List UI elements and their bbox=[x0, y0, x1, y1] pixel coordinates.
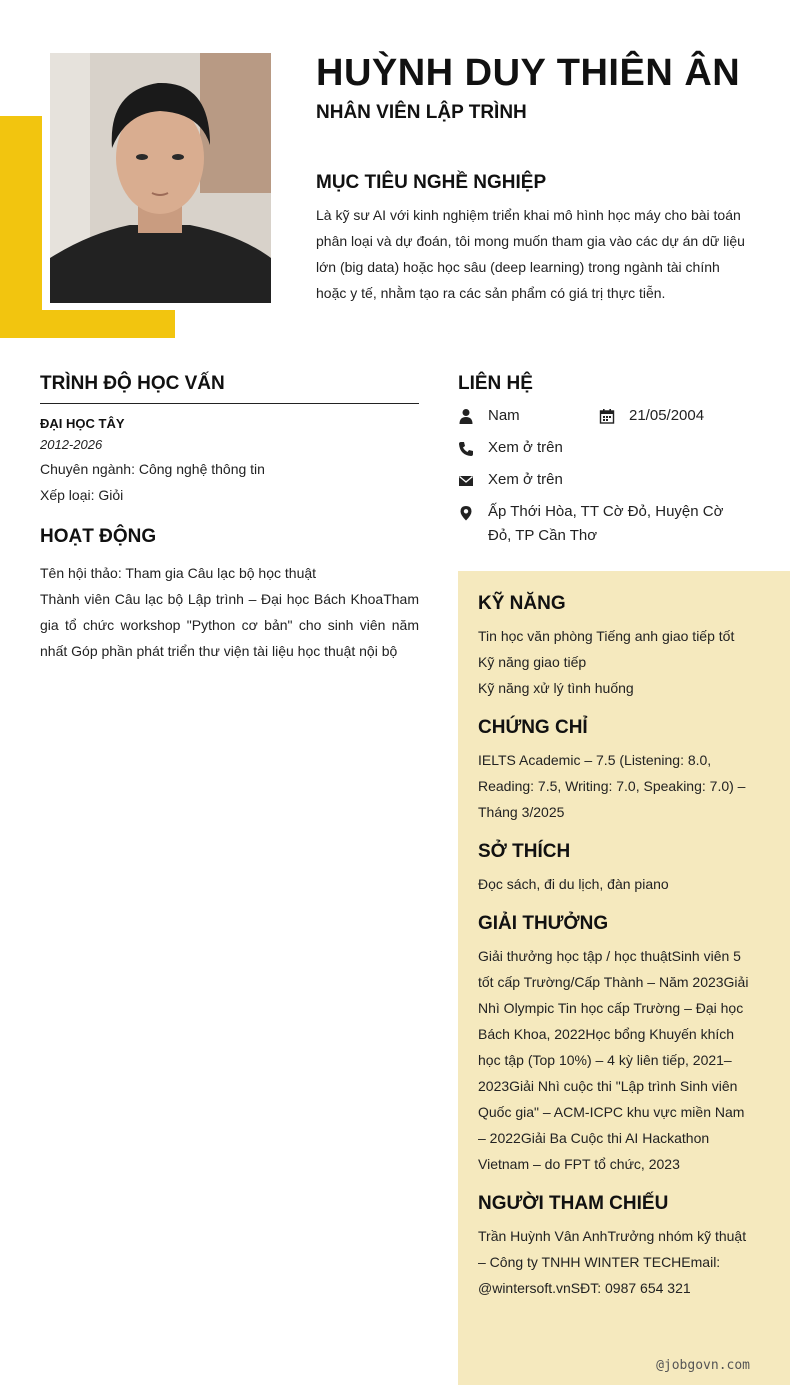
education-major: Chuyên ngành: Công nghệ thông tin bbox=[40, 461, 265, 477]
gender-value: Nam bbox=[488, 407, 520, 424]
education-years: 2012-2026 bbox=[40, 437, 103, 452]
left-column bbox=[40, 373, 419, 664]
references-section bbox=[478, 1193, 750, 1301]
list-item: Tin học văn phòng Tiếng anh giao tiếp tốt bbox=[478, 628, 735, 644]
certificates-heading: CHỨNG CHỈ bbox=[478, 717, 588, 738]
birthday-value: 21/05/2004 bbox=[629, 407, 705, 424]
phone-value[interactable]: Xem ở trên bbox=[488, 439, 563, 456]
list-item: Kỹ năng xử lý tình huống bbox=[478, 680, 634, 696]
address-value: Ấp Thới Hòa, TT Cờ Đỏ, Huyện Cờ Đỏ, TP Cần Thơ bbox=[488, 503, 724, 544]
list-item: Tên hội thảo: Tham gia Câu lạc bộ học thuật bbox=[40, 565, 317, 581]
phone-icon bbox=[458, 441, 474, 457]
hobbies-section bbox=[478, 841, 750, 897]
list-item: Kỹ năng giao tiếp bbox=[478, 654, 587, 670]
full-name: HUỲNH DUY THIÊN ÂN bbox=[316, 52, 741, 94]
education-grade: Xếp loại: Giỏi bbox=[40, 487, 124, 503]
calendar-icon bbox=[599, 408, 615, 424]
email-icon bbox=[458, 473, 474, 489]
education-heading: TRÌNH ĐỘ HỌC VẤN bbox=[40, 373, 419, 404]
references-text: Trần Huỳnh Vân AnhTrưởng nhóm kỹ thuật – Công ty TNHH WINTER TECHEmail: @wintersoft.vnSĐT: 0987 654 321 bbox=[478, 1228, 747, 1296]
email-value[interactable]: Xem ở trên bbox=[488, 471, 563, 488]
certificates-text: IELTS Academic – 7.5 (Listening: 8.0, Reading: 7.5, Writing: 7.0, Speaking: 7.0) – Tháng 3/2025 bbox=[478, 752, 746, 820]
awards-text: Giải thưởng học tập / học thuậtSinh viên 5 tốt cấp Trường/Cấp Thành – Năm 2023Giải Nhì Olympic Tin học cấp Trường – Đại học Bách Khoa, 2022Học bổng Khuyến khích học tập (Top 10%) – 4 kỳ liên tiếp, 2021–2023Giải Nhì cuộc thi "Lập trình Sinh viên Quốc gia" – ACM-ICPC khu vực miền Nam – 2022Giải Ba Cuộc thi AI Hackathon Vietnam – do FPT tổ chức, 2023 bbox=[478, 948, 749, 1172]
contact-heading: LIÊN HỆ bbox=[458, 373, 533, 394]
activities-heading: HOẠT ĐỘNG bbox=[40, 526, 157, 547]
school-name: ĐẠI HỌC TÂY bbox=[40, 416, 125, 431]
skills-heading: KỸ NĂNG bbox=[478, 593, 566, 614]
location-pin-icon bbox=[458, 505, 474, 521]
references-heading: NGƯỜI THAM CHIẾU bbox=[478, 1193, 669, 1214]
watermark: @jobgovn.com bbox=[656, 1358, 750, 1373]
hobbies-text: Đọc sách, đi du lịch, đàn piano bbox=[478, 876, 669, 892]
hobbies-heading: SỞ THÍCH bbox=[478, 841, 571, 862]
awards-section bbox=[478, 913, 750, 1177]
right-panel bbox=[458, 571, 790, 1385]
accent-base bbox=[0, 310, 175, 338]
job-title: NHÂN VIÊN LẬP TRÌNH bbox=[316, 102, 527, 123]
person-icon bbox=[458, 408, 474, 424]
certificates-section bbox=[478, 717, 750, 825]
skills-section bbox=[478, 593, 750, 701]
awards-heading: GIẢI THƯỞNG bbox=[478, 913, 609, 934]
activities-list bbox=[40, 560, 419, 664]
objective-text: Là kỹ sư AI với kinh nghiệm triển khai mô hình học máy cho bài toán phân loại và dự đoán, tôi mong muốn tham gia vào các dự án dữ liệu lớn (big data) hoặc học sâu (deep learning) trong ngành tài chính hoặc y tế, nhằm tạo ra các sản phẩm có giá trị thực tiễn. bbox=[316, 207, 745, 301]
accent-bar bbox=[0, 116, 42, 338]
profile-photo bbox=[50, 53, 271, 303]
objective-heading: MỤC TIÊU NGHỀ NGHIỆP bbox=[316, 172, 547, 193]
list-item: Thành viên Câu lạc bộ Lập trình – Đại học Bách KhoaTham gia tổ chức workshop "Python cơ bản" cho sinh viên năm nhất Góp phần phát triển thư viện tài liệu học thuật nội bộ bbox=[40, 591, 419, 659]
